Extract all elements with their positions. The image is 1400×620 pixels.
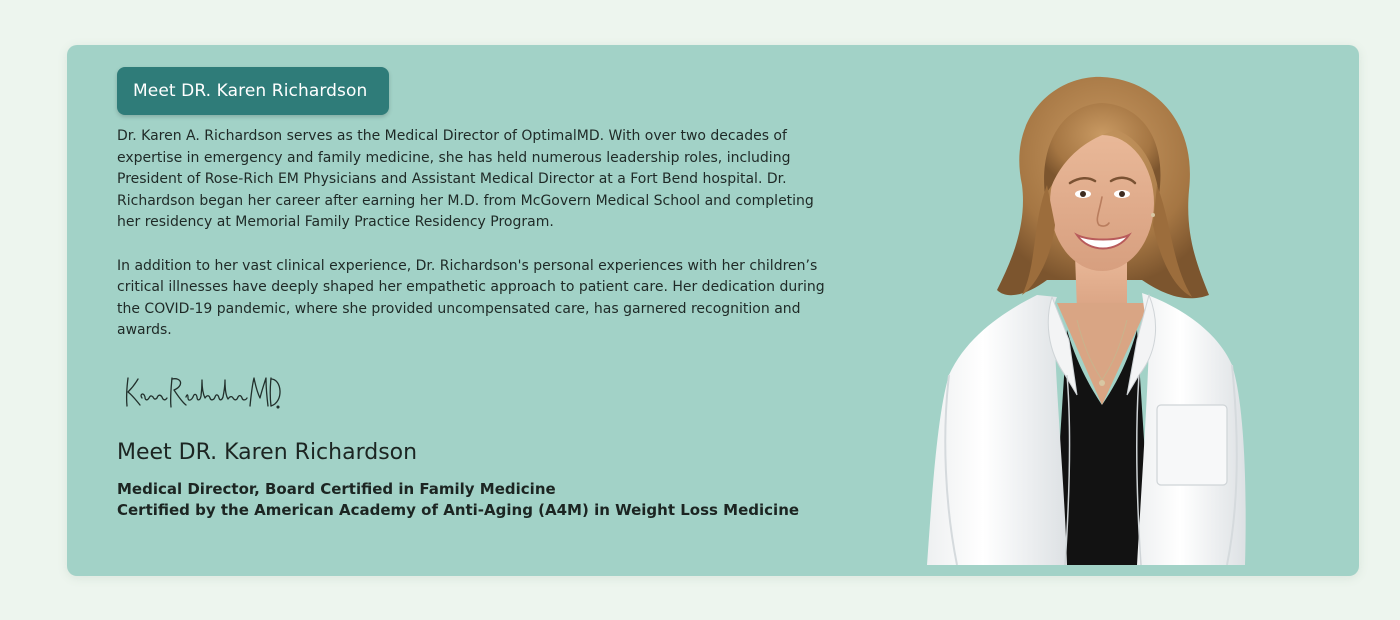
bio-paragraph-1: Dr. Karen A. Richardson serves as the Medical Director of OptimalMD. With over two decades of expertise in emergency and family medicine, she has held numerous leadership roles, including President of Rose-Rich EM Physicians and Assistant Medical Director at a Fort Bend hospital. Dr. Richardson began her career after earning her M.D. from McGovern Medical School and completing her residency at Memorial Family Practice Residency Program.: [117, 128, 814, 231]
meet-doctor-badge: Meet DR. Karen Richardson: [117, 67, 389, 115]
doctor-profile-card: [67, 45, 1359, 576]
doctor-name-heading: Meet DR. Karen Richardson: [117, 440, 418, 465]
doctor-portrait-icon: [927, 75, 1247, 565]
doctor-credentials: [117, 479, 799, 521]
doctor-bio: [117, 126, 837, 364]
credential-line-2: Certified by the American Academy of Anti-Aging (A4M) in Weight Loss Medicine: [117, 501, 800, 519]
bio-paragraph-2: In addition to her vast clinical experience, Dr. Richardson's personal experiences with her children’s critical illnesses have deeply shaped her empathetic approach to patient care. Her dedication during the COVID-19 pandemic, where she provided uncompensated care, has garnered recognition and awards.: [117, 257, 825, 339]
signature-icon: [122, 370, 282, 414]
credential-line-1: Medical Director, Board Certified in Family Medicine: [117, 480, 556, 498]
